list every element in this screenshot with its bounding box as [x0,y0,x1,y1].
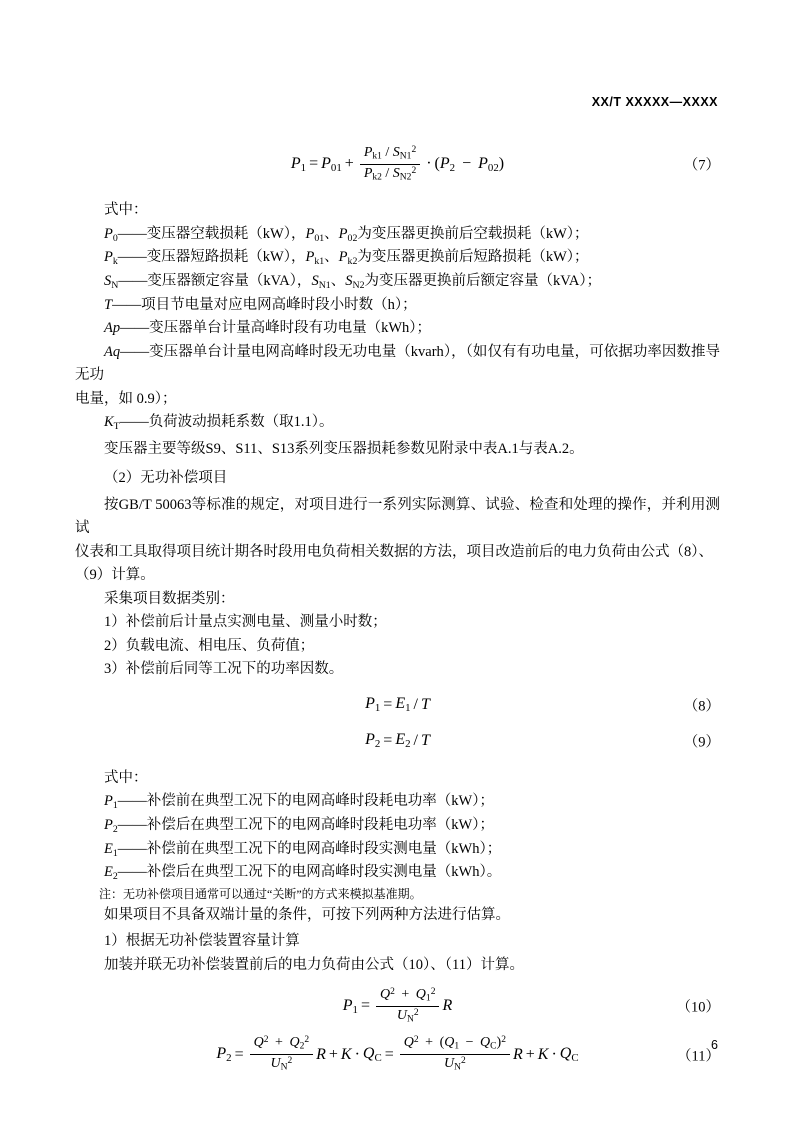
def-aq-symbol: Aq [104,343,121,360]
eq11-r-1: R [316,1045,326,1063]
def-sn-sep: 、 [330,273,346,290]
eq8-lhs-var: P [365,695,375,713]
def-ap-text: ——变压器单台计量高峰时段有功电量（kWh）； [120,320,432,337]
def-pk-tail-sym1: P [305,249,315,266]
list-item-3: 3）补偿前后同等工况下的功率因数。 [104,661,344,678]
eq8-t-var: T [421,695,430,713]
eq8-divide: / [413,695,418,713]
eq11-den-u-sup: 2 [287,1056,293,1067]
equation-11 [75,1035,720,1073]
eq10-lhs-sub: 1 [352,1003,358,1016]
eq9-lhs-sub: 2 [374,738,381,751]
def-pk-tail-sub2: k2 [347,256,358,268]
definition-e2 [75,861,720,885]
eq10-den-u: U [396,1007,407,1023]
eq11-num2-q1: Q [444,1035,455,1051]
def-t-symbol: T [104,296,113,313]
paragraph-if-no-dual-metering: 如果项目不具备双端计量的条件，可按下列两种方法进行估算。 [104,906,510,923]
definition-aq [75,341,720,388]
eq10-den-u-sup: 2 [413,1007,419,1018]
def-sn-tail-sym2: S [345,273,353,290]
eq11-num-q: Q [253,1035,264,1051]
eq7-paren-b-sub: 02 [487,161,499,174]
eq10-num-q1-sub: 1 [425,993,431,1004]
equation-7 [75,145,720,183]
def-p0-tail-sym2: P [338,225,348,242]
list-item-1: 1）补偿前后计量点实测电量、测量小时数； [104,614,387,631]
equation-11-body: $P_2$ = $\frac{Q^2 + Q_2^2}{U_N^2}$ R + K · $Q_C$ = $Q^2 + (Q_1 - Q_C)^2$ $U_N^2$ R + K · $Q_C$ [216,1035,579,1073]
eq10-numerator: $Q^2 + Q_1^2$ [376,987,439,1007]
list-item-2: 2）负载电流、相电压、负荷值； [104,637,315,654]
def-e2-symbol: E [104,864,113,881]
eq10-num-q: Q [380,987,391,1003]
def-e1-subscript: 1 [112,847,118,859]
eq11-fraction-1 [250,1035,313,1073]
definition-sn [75,270,720,294]
def-p2-subscript: 2 [112,823,118,835]
def-sn-tail-sym1: S [311,273,319,290]
def-e1-text: ——补偿前在典型工况下的电网高峰时段实测电量（kWh）； [117,840,502,857]
eq7-num-p-sub: k1 [372,151,382,162]
def-pk-tail-sub1: k1 [314,256,325,268]
eq11-num-q2-sup: 2 [304,1035,310,1046]
def-p0-tail-sym1: P [305,225,315,242]
page-number: 6 [711,1038,718,1052]
paragraph-gb-standard: 按GB/T 50063等标准的规定，对项目进行一系列实际测算、试验、检查和处理的操作，并利用测试 [75,496,720,537]
page-content [75,135,720,1084]
eq11-num2-qc: Q [480,1035,491,1051]
def-ap-symbol: Ap [104,320,121,337]
def-pk-text: ——变压器短路损耗（kW）， [117,249,306,266]
note-text: 注：无功补偿项目通常可以通过“关断”的方式来模拟基准期。 [99,887,422,902]
def-p0-tail-sub1: 01 [314,232,325,244]
definition-p1 [75,790,720,814]
equation-7-number: （7） [683,157,720,174]
def-p0-symbol: P [104,225,113,242]
eq11-r-2: R [512,1045,523,1063]
definition-p0 [75,223,720,247]
eq11-lhs-sub: 2 [226,1052,232,1065]
eq10-num-q1-sup: 2 [430,987,436,998]
def-pk-tail-text: 为变压器更换前后短路损耗（kW）； [357,249,589,266]
def-p2-text: ——补偿后在典型工况下的电网高峰时段耗电功率（kW）； [117,817,494,834]
definition-e1 [75,838,720,862]
def-t-text: ——项目节电量对应电网高峰时段小时数（h）； [112,296,417,313]
eq11-lhs-var: P [216,1044,227,1062]
method-1-title: 1）根据无功补偿装置容量计算 [104,933,300,950]
eq11-den-u-sub: N [280,1062,288,1073]
def-sn-tail-sub1: N1 [318,279,331,291]
eq7-den-s-sub: N2 [399,172,412,183]
eq11-qc-1: Q [362,1044,375,1062]
eq9-rhs-var: E [395,731,406,749]
eq7-t1-sub: 01 [330,161,342,174]
page-header: XX/T XXXXX—XXXX [591,95,718,109]
eq8-rhs-var: E [395,695,406,713]
def-p1-subscript: 1 [112,800,118,812]
eq11-num2-q: Q [403,1035,414,1051]
eq7-t1-var: P [321,154,331,172]
eq7-paren-a-sub: 2 [449,161,456,174]
eq7-paren-b: P [478,154,488,172]
equation-8-number: （8） [683,698,720,715]
eq7-num-s-sub: N1 [399,151,412,162]
paragraph-collect-data: 采集项目数据类别： [104,590,235,607]
eq11-num2-q1-sub: 1 [454,1042,460,1053]
eq10-fraction [376,987,439,1025]
eq11-den-u: U [270,1056,281,1071]
eq10-den-u-sub: N [406,1014,414,1025]
eq11-numerator-1: $Q^2 + Q_2^2$ [250,1035,313,1055]
eq11-num2-qc-sub: C [490,1042,497,1053]
eq7-num-s: S [392,145,400,160]
def-pk-sep: 、 [324,249,339,266]
shizhong-label-1: 式中： [104,202,148,219]
def-kt-text: ——负荷波动损耗系数（取1.1）。 [119,414,334,431]
def-p1-text: ——补偿前在典型工况下的电网高峰时段耗电功率（kW）； [117,793,494,810]
eq10-denominator [393,1007,423,1026]
definition-p2 [75,814,720,838]
definition-t [75,294,720,317]
def-pk-subscript: k [112,256,118,268]
def-p0-tail-sub2: 02 [347,232,358,244]
eq11-qc-2-sub: C [571,1052,579,1065]
def-e1-symbol: E [104,840,113,857]
eq7-den-s-sup: 2 [411,165,417,176]
eq7-num-s-sup: 2 [411,145,417,156]
def-p2-symbol: P [104,817,113,834]
eq9-lhs-var: P [365,731,375,749]
equation-9 [75,728,720,754]
eq11-den-u-2: U [443,1056,455,1071]
eq8-rhs-sub: 1 [405,702,411,715]
eq10-num-q-sup: 2 [390,987,395,998]
eq7-frac-denominator: $P_{k2} / S_{N2}^2$ [363,165,417,183]
eq11-numerator-2: $Q^2 + (Q_1 - Q_C)^2$ [400,1035,510,1055]
def-sn-subscript: N [111,279,119,291]
eq11-k-2: K [537,1045,549,1063]
def-sn-symbol: S [104,273,112,290]
shizhong-label-2: 式中： [104,769,148,786]
eq9-rhs-sub: 2 [405,738,411,751]
def-p0-text: ——变压器空载损耗（kW）， [117,225,306,242]
def-kt-symbol: K [104,414,114,431]
def-aq-text: ——变压器单台计量电网高峰时段无功电量（kvarh），（如仅有有功电量，可依据功率因数推导无功 [75,343,720,384]
eq10-lhs-var: P [342,996,353,1014]
paragraph-gb-standard-line2: 仪表和工具取得项目统计期各时段用电负荷相关数据的方法，项目改造前后的电力负荷由公式（8）、 [75,543,713,560]
def-p1-symbol: P [104,793,113,810]
eq10-num-q1: Q [415,987,426,1003]
eq11-denominator-1 [266,1055,296,1074]
eq11-num-q2-sub: 2 [299,1042,305,1053]
definition-aq-line2: 电量，如 0.9）； [75,390,177,407]
equation-7-body: $P_1$ = $P_{01}$ + $\frac{P_{k1} / S_{N1}^2}{P_{k2} / S_{N2}^2}$ · $(P_2 - P_{02})$ [290,145,505,183]
eq11-num2-q-sup: 2 [413,1035,419,1046]
eq10-r: R [442,997,453,1015]
eq9-t-var: T [421,731,430,749]
def-p0-subscript: 0 [112,232,118,244]
eq11-fraction-2 [400,1035,510,1073]
eq7-den-s: S [392,165,400,181]
paragraph-gb-standard-line3: （9）计算。 [75,567,155,584]
eq11-num-q2: Q [289,1035,300,1051]
equation-8-body: $P_1$ = $E_1$ / T [365,695,430,715]
eq11-den-u-2-sub: N [454,1062,461,1073]
eq9-divide: / [413,731,418,749]
equation-8 [75,692,720,718]
def-e2-text: ——补偿后在典型工况下的电网高峰时段实测电量（kWh）。 [117,864,502,881]
equation-10-number: （10） [676,999,720,1016]
def-pk-tail-sym2: P [338,249,348,266]
eq11-den-u-2-sup: 2 [460,1056,466,1067]
eq7-lhs-sub: 1 [300,161,307,174]
eq7-den-p-sub: k2 [372,172,382,183]
eq7-paren-a: P [439,154,450,172]
def-p0-sep: 、 [324,225,339,242]
def-p0-tail-text: 为变压器更换前后空载损耗（kW）； [357,225,589,242]
equation-11-number: （11） [677,1048,720,1064]
eq7-fraction [360,145,420,183]
eq7-den-p: P [363,165,373,181]
paragraph-transformer-series: 变压器主要等级S9、S11、S13系列变压器损耗参数见附录中表A.1与表A.2。 [104,440,584,457]
eq11-k-1: K [340,1045,352,1063]
equation-9-number: （9） [683,734,720,751]
equation-10 [75,987,720,1025]
definition-ap [75,317,720,340]
section-item-2-title: （2）无功补偿项目 [104,470,228,487]
eq11-qc-1-sub: C [374,1052,382,1065]
def-e2-subscript: 2 [112,871,118,883]
eq7-num-p: P [363,145,373,160]
eq11-num-q-sup: 2 [263,1035,269,1046]
def-sn-tail-sub2: N2 [352,279,365,291]
eq11-denominator-2 [440,1055,470,1074]
def-sn-text: ——变压器额定容量（kVA）， [118,273,312,290]
def-pk-symbol: P [104,249,113,266]
equation-9-body: $P_2$ = $E_2$ / T [365,731,430,751]
def-sn-tail-text: 为变压器更换前后额定容量（kVA）； [364,273,602,290]
eq11-qc-2: Q [559,1044,572,1062]
definition-pk [75,246,720,270]
definition-kt [75,411,720,435]
eq8-lhs-sub: 1 [374,702,381,715]
def-kt-subscript: T [113,421,120,432]
eq11-num2-sup: 2 [501,1035,506,1046]
eq7-frac-numerator: $P_{k1} / S_{N1}^2$ [360,145,420,165]
eq7-lhs-var: P [290,154,301,172]
paragraph-install-parallel: 加装并联无功补偿装置前后的电力负荷由公式（10）、（11）计算。 [104,956,524,973]
equation-10-body: $P_1$ = $\frac{Q^2 + Q_1^2}{U_N^2}$ R [342,987,453,1025]
